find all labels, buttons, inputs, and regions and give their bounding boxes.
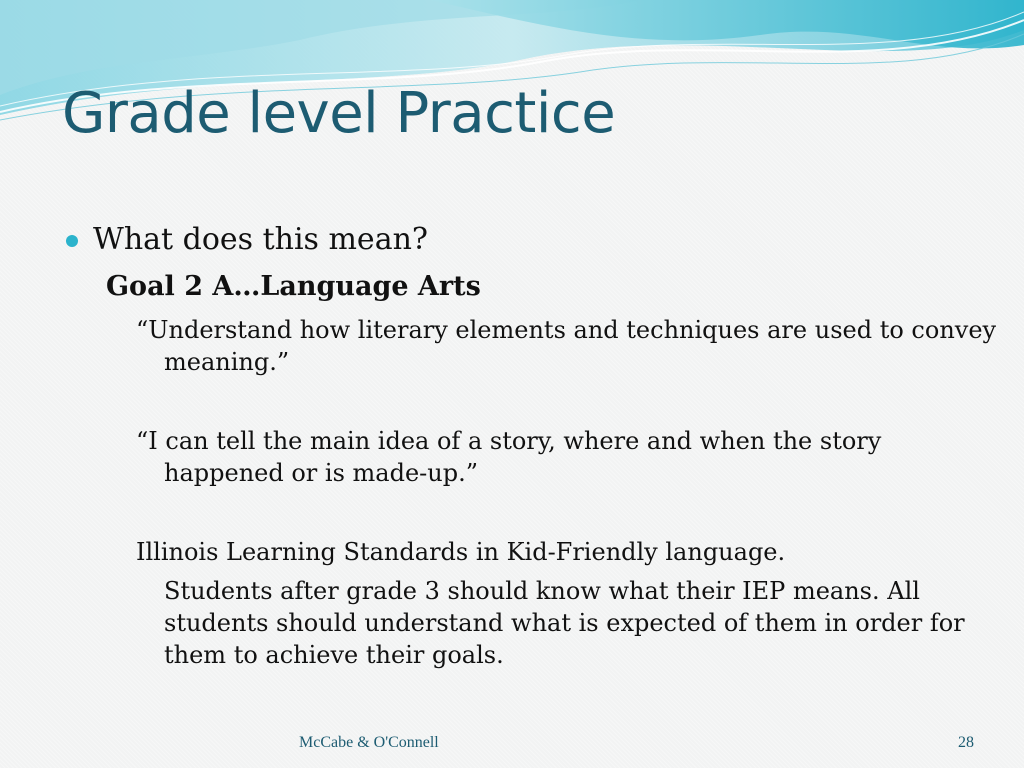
- slide-title: Grade level Practice: [62, 81, 616, 146]
- kid-friendly-quote: “I can tell the main idea of a story, where and when the story happened or is made-up.”: [136, 427, 882, 487]
- goal-heading: Goal 2 A…Language Arts: [106, 271, 481, 302]
- footer-authors: McCabe & O'Connell: [299, 734, 439, 751]
- page-number: 28: [958, 734, 974, 751]
- standards-note: Illinois Learning Standards in Kid-Friendly language.: [136, 538, 786, 566]
- students-note: Students after grade 3 should know what their IEP means. All students should understand what is expected of them in order for them to achieve their goals.: [164, 577, 965, 669]
- bullet-dot-icon: [66, 235, 78, 247]
- standard-quote: “Understand how literary elements and techniques are used to convey meaning.”: [136, 316, 997, 376]
- bullet-question: What does this mean?: [93, 222, 428, 257]
